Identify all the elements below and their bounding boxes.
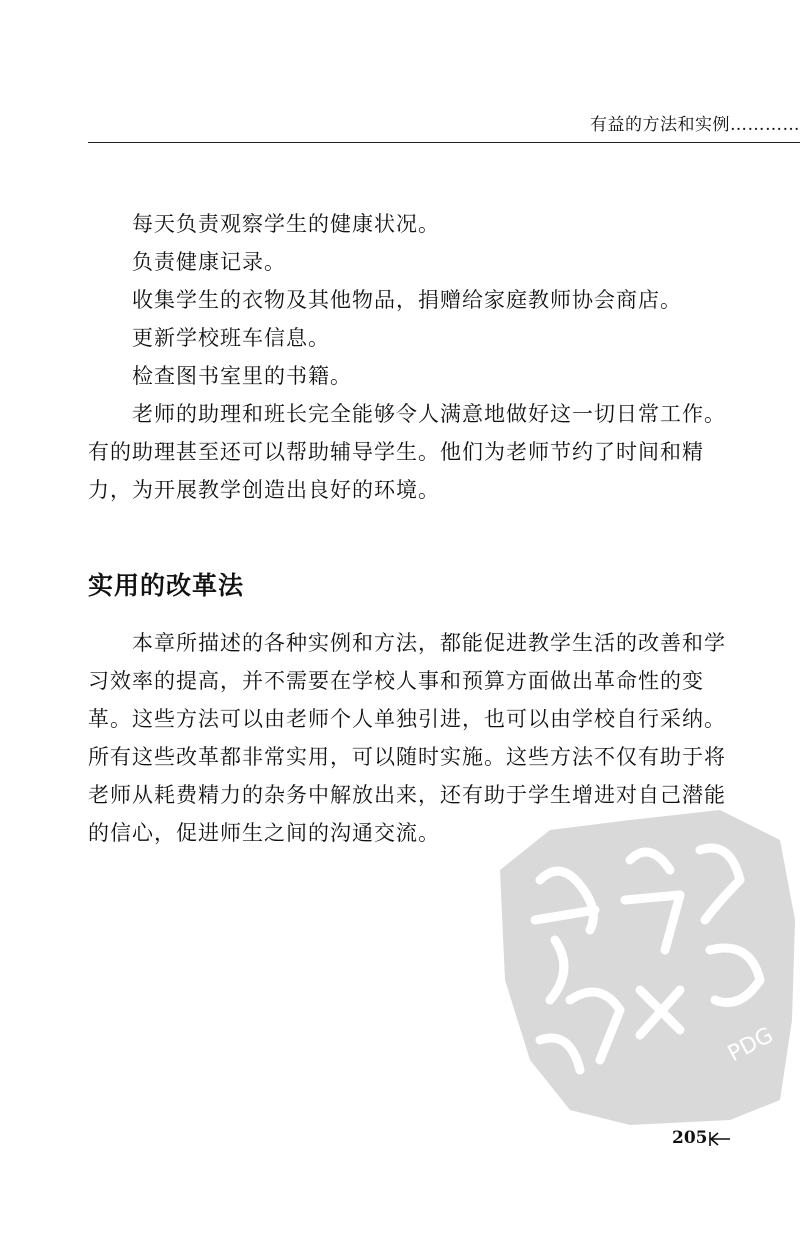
- page-number: 205: [672, 1128, 708, 1148]
- section-heading: 实用的改革法: [88, 571, 245, 600]
- running-header: 有益的方法和实例…………: [590, 115, 800, 135]
- page-arrow-icon: [708, 1130, 734, 1148]
- seal-watermark-icon: [480, 800, 800, 1130]
- duty-item: 更新学校班车信息。: [132, 326, 330, 350]
- seal-watermark-label: PDG: [724, 1022, 778, 1068]
- section-paragraph: 本章所描述的各种实例和方法，都能促进教学生活的改善和学习效率的提高，并不需要在学校人事和预算方面做出革命性的变革。这些方法可以由老师个人单独引进，也可以由学校自行采纳。所有这些改革都非常实用，可以随时实施。这些方法不仅有助于将老师从耗费精力的杂务中解放出来，还有助于学生增进对自己潜能的信心，促进师生之间的沟通交流。: [88, 631, 726, 845]
- duty-item: 每天负责观察学生的健康状况。: [132, 212, 440, 236]
- duty-item: 检查图书室里的书籍。: [132, 364, 352, 388]
- duty-item: 负责健康记录。: [132, 250, 286, 274]
- body-block-duties: [88, 205, 728, 509]
- header-rule: [88, 142, 800, 143]
- duty-item: 收集学生的衣物及其他物品，捐赠给家庭教师协会商店。: [132, 288, 682, 312]
- summary-paragraph: 老师的助理和班长完全能够令人满意地做好这一切日常工作。有的助理甚至还可以帮助辅导学生。他们为老师节约了时间和精力，为开展教学创造出良好的环境。: [88, 402, 726, 502]
